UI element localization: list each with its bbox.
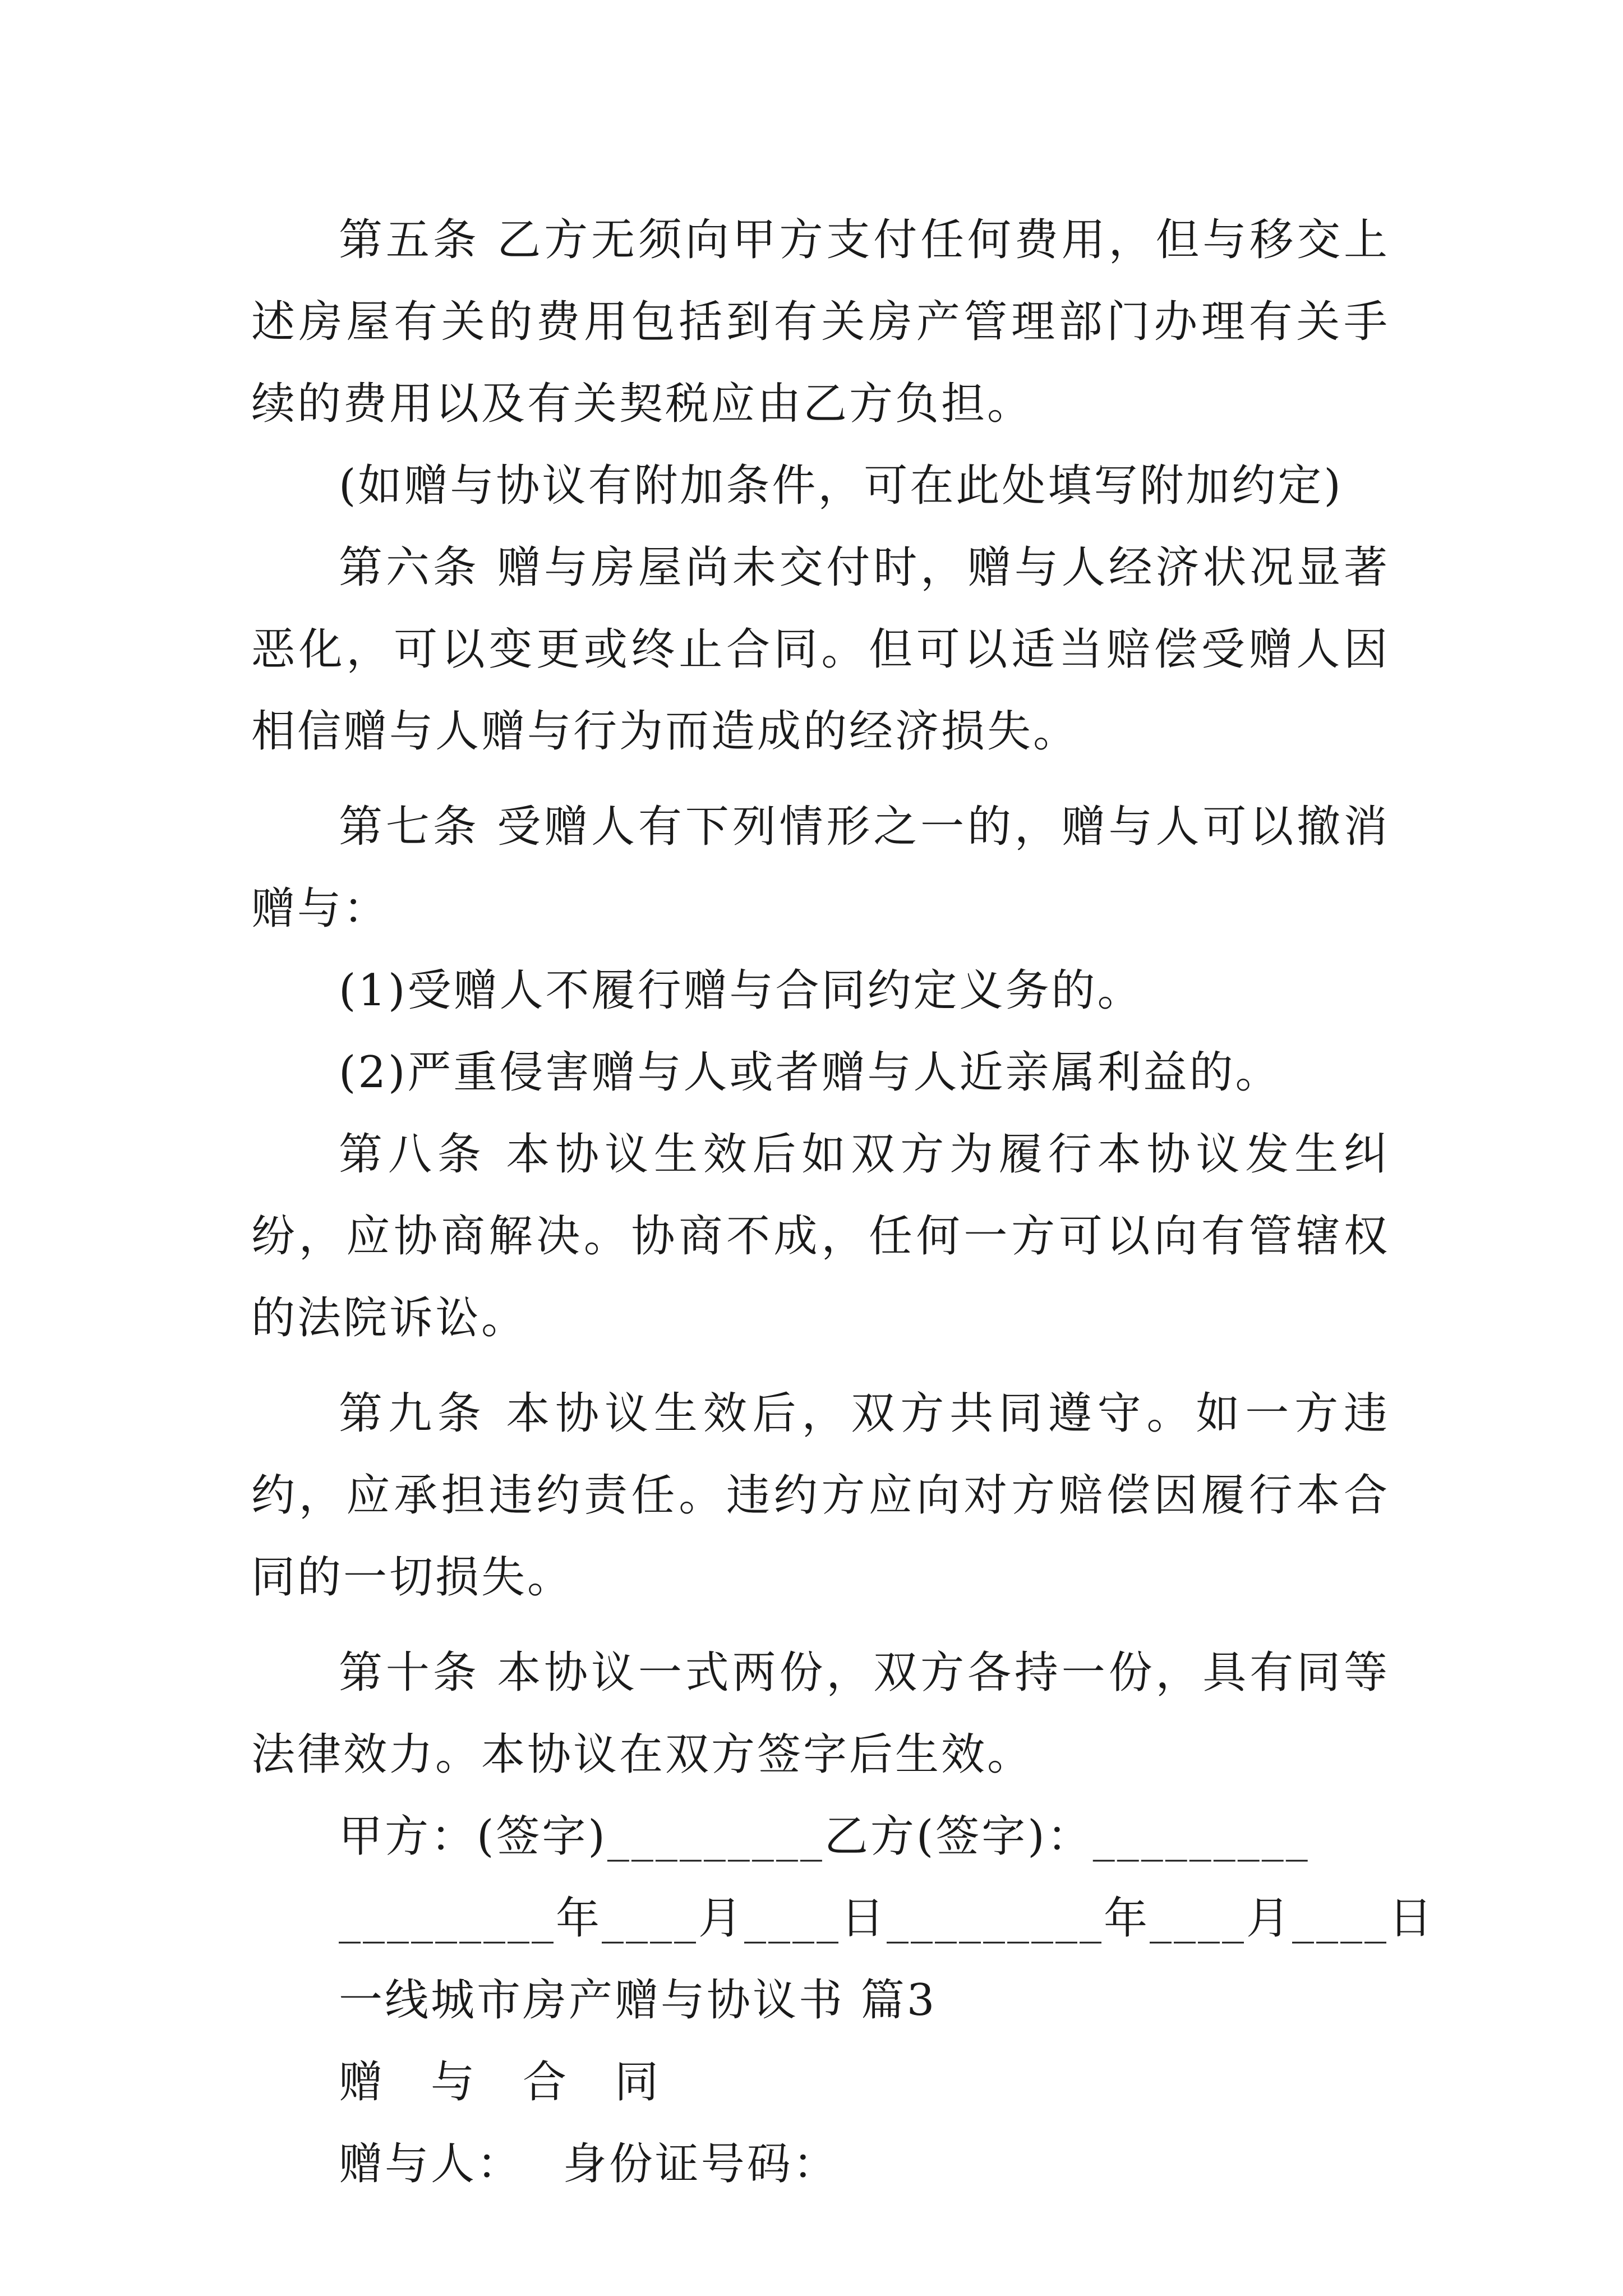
article-5: 第五条 乙方无须向甲方支付任何费用，但与移交上述房屋有关的费用包括到有关房产管理部门办理有关手续的费用以及有关契税应由乙方负担。 [251, 215, 1390, 429]
article-6: 第六条 赠与房屋尚未交付时，赠与人经济状况显著恶化，可以变更或终止合同。但可以适当赔偿受赠人因相信赠与人赠与行为而造成的经济损失。 [251, 542, 1390, 757]
section-heading: 一线城市房产赠与协议书 篇3 [339, 1975, 937, 2026]
article-7: 第七条 受赠人有下列情形之一的，赠与人可以撤消赠与： [251, 802, 1390, 934]
date-line: _________年____月____日_________年____月____日 [339, 1893, 1435, 1944]
article-9: 第九条 本协议生效后，双方共同遵守。如一方违约，应承担违约责任。违约方应向对方赔偿因履行本合同的一切损失。 [251, 1388, 1390, 1603]
donor-info-line: 赠与人： 身份证号码： [339, 2139, 839, 2189]
additional-terms-note: (如赠与协议有附加条件，可在此处填写附加约定) [339, 461, 1343, 511]
article-10: 第十条 本协议一式两份，双方各持一份，具有同等法律效力。本协议在双方签字后生效。 [251, 1648, 1390, 1780]
signature-line: 甲方：(签字)_________乙方(签字)：_________ [339, 1811, 1310, 1862]
article-7-item-1: (1)受赠人不履行赠与合同约定义务的。 [339, 965, 1144, 1016]
article-7-item-2: (2)严重侵害赠与人或者赠与人近亲属利益的。 [339, 1047, 1281, 1098]
article-8: 第八条 本协议生效后如双方为履行本协议发生纠纷，应协商解决。协商不成，任何一方可以向有管辖权的法院诉讼。 [251, 1129, 1390, 1343]
contract-title: 赠 与 合 同 [339, 2057, 661, 2108]
document-body [251, 199, 1435, 2205]
